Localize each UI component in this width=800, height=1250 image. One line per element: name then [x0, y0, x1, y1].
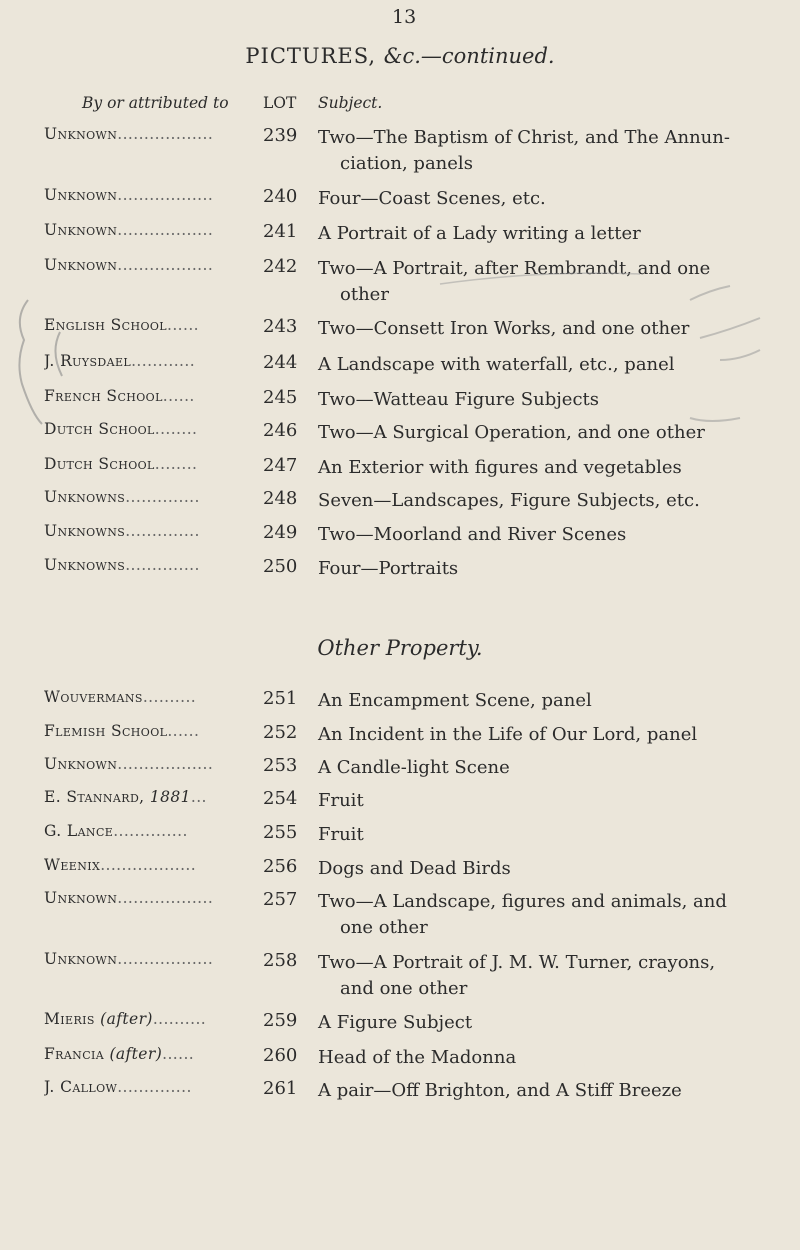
leader-dots: ........ — [154, 420, 198, 438]
subject-text — [318, 221, 788, 247]
section-title-other-property: Other Property. — [317, 636, 483, 660]
artist-name: Unknown — [44, 221, 118, 239]
subject-line: A Candle-light Scene — [318, 757, 510, 778]
subject-text — [318, 316, 788, 342]
lot-entry — [0, 722, 800, 756]
subject-text — [318, 556, 788, 582]
subject-text — [318, 387, 788, 413]
lot-number: 249 — [263, 522, 298, 543]
subject-continuation: ciation, panels — [340, 153, 473, 174]
leader-dots: ...... — [167, 722, 200, 740]
subject-text — [318, 256, 788, 308]
subject-text — [318, 688, 788, 714]
artist-name: Unknowns — [44, 556, 126, 574]
lot-number: 258 — [263, 950, 298, 971]
artist-name: Weenix — [44, 856, 101, 874]
artist-name: J. Ruysdael — [44, 352, 132, 370]
subject-line: An Exterior with figures and vegetables — [318, 457, 682, 478]
subject-text — [318, 186, 788, 212]
lot-entry — [0, 387, 800, 421]
subject-line: Seven—Landscapes, Figure Subjects, etc. — [318, 490, 700, 511]
leader-dots: ............ — [131, 352, 196, 370]
subject-continuation: and one other — [340, 978, 468, 999]
lot-entry — [0, 1045, 800, 1079]
leader-dots: ...... — [167, 316, 199, 334]
artist-name: Dutch School — [44, 420, 155, 438]
lot-number: 241 — [263, 221, 298, 242]
lot-number: 242 — [263, 256, 298, 277]
attribution — [44, 352, 294, 370]
lot-number: 253 — [263, 755, 298, 776]
leader-dots: .................. — [100, 856, 197, 874]
artist-name: Mieris — [44, 1010, 95, 1028]
attribution — [44, 822, 294, 840]
artist-name: English School — [44, 316, 168, 334]
heading-main: PICTURES, — [245, 44, 377, 68]
lot-entry — [0, 455, 800, 489]
subject-line: Dogs and Dead Birds — [318, 858, 511, 879]
column-header-attribution: By or attributed to — [82, 94, 229, 112]
artist-note: 1881 — [149, 788, 191, 806]
subject-text — [318, 1078, 788, 1104]
subject-text — [318, 889, 788, 941]
subject-text — [318, 755, 788, 781]
lot-number: 244 — [263, 352, 298, 373]
attribution — [44, 1010, 294, 1028]
subject-text — [318, 420, 788, 446]
subject-line: A pair—Off Brighton, and A Stiff Breeze — [318, 1080, 682, 1101]
attribution — [44, 688, 294, 706]
lot-number: 256 — [263, 856, 298, 877]
artist-name: French School — [44, 387, 163, 405]
lot-entry — [0, 755, 800, 789]
artist-name: G. Lance — [44, 822, 114, 840]
subject-line: Fruit — [318, 824, 364, 845]
lot-number: 252 — [263, 722, 298, 743]
attribution — [44, 455, 294, 473]
lot-entry — [0, 352, 800, 386]
subject-line: Two—Watteau Figure Subjects — [318, 389, 600, 410]
attribution — [44, 950, 294, 968]
artist-name: Flemish School — [44, 722, 168, 740]
subject-text — [318, 125, 788, 177]
artist-name: Unknown — [44, 186, 118, 204]
lot-number: 248 — [263, 488, 298, 509]
lot-entry — [0, 889, 800, 938]
subject-text — [318, 822, 788, 848]
artist-name: Unknown — [44, 125, 118, 143]
subject-text — [318, 788, 788, 814]
leader-dots: .................. — [117, 889, 214, 907]
lot-entry — [0, 186, 800, 220]
leader-dots: .................. — [117, 186, 214, 204]
attribution — [44, 125, 294, 143]
subject-line: A Portrait of a Lady writing a letter — [318, 223, 641, 244]
leader-dots: .............. — [113, 822, 188, 840]
attribution — [44, 1078, 294, 1096]
attribution — [44, 488, 294, 506]
subject-text — [318, 455, 788, 481]
lot-entry — [0, 316, 800, 350]
attribution — [44, 722, 294, 740]
artist-note: (after) — [109, 1045, 163, 1063]
lot-number: 259 — [263, 1010, 298, 1031]
attribution — [44, 420, 294, 438]
subject-text — [318, 522, 788, 548]
lot-entry — [0, 256, 800, 305]
heading-suffix: &c.—continued. — [383, 44, 555, 68]
lot-number: 251 — [263, 688, 298, 709]
leader-dots: .............. — [125, 488, 200, 506]
catalogue-heading — [0, 44, 800, 68]
lot-number: 246 — [263, 420, 298, 441]
lot-entry — [0, 221, 800, 255]
subject-line: A Landscape with waterfall, etc., panel — [318, 354, 675, 375]
subject-line: A Figure Subject — [318, 1012, 473, 1033]
attribution — [44, 788, 294, 806]
lot-number: 260 — [263, 1045, 298, 1066]
attribution — [44, 221, 294, 239]
lot-entry — [0, 488, 800, 522]
leader-dots: ...... — [162, 387, 195, 405]
lot-entry — [0, 1010, 800, 1044]
leader-dots: .............. — [125, 522, 200, 540]
attribution — [44, 856, 294, 874]
artist-name: Unknown — [44, 889, 118, 907]
subject-text — [318, 352, 788, 378]
leader-dots: ... — [190, 788, 207, 806]
subject-line: Four—Coast Scenes, etc. — [318, 188, 546, 209]
leader-dots: .............. — [125, 556, 200, 574]
page-number: 13 — [392, 6, 417, 28]
attribution — [44, 556, 294, 574]
leader-dots: .................. — [117, 950, 214, 968]
lot-number: 257 — [263, 889, 298, 910]
subject-continuation: other — [340, 284, 389, 305]
attribution — [44, 256, 294, 274]
lot-entry — [0, 856, 800, 890]
leader-dots: .......... — [142, 688, 197, 706]
attribution — [44, 316, 294, 334]
lot-entry — [0, 950, 800, 999]
artist-name: Dutch School — [44, 455, 155, 473]
lot-number: 240 — [263, 186, 298, 207]
lot-entry — [0, 688, 800, 722]
attribution — [44, 522, 294, 540]
subject-line: Two—A Portrait of J. M. W. Turner, crayons, — [318, 952, 716, 973]
artist-name: Francia — [44, 1045, 105, 1063]
lot-entry — [0, 420, 800, 454]
subject-line: Two—The Baptism of Christ, and The Annun- — [318, 127, 730, 148]
subject-line: Fruit — [318, 790, 364, 811]
lot-entry — [0, 822, 800, 856]
lot-entry — [0, 522, 800, 556]
artist-name: Unknown — [44, 755, 118, 773]
lot-entry — [0, 556, 800, 590]
leader-dots: ........ — [154, 455, 198, 473]
lot-number: 261 — [263, 1078, 298, 1099]
attribution — [44, 186, 294, 204]
artist-name: J. Callow — [44, 1078, 118, 1096]
attribution — [44, 387, 294, 405]
leader-dots: .................. — [117, 221, 214, 239]
lot-number: 250 — [263, 556, 298, 577]
subject-continuation: one other — [340, 917, 428, 938]
leader-dots: .................. — [117, 256, 214, 274]
subject-line: Two—Consett Iron Works, and one other — [318, 318, 690, 339]
lot-number: 247 — [263, 455, 298, 476]
lot-entry — [0, 125, 800, 174]
artist-name: E. Stannard, — [44, 788, 145, 806]
artist-name: Unknowns — [44, 488, 126, 506]
subject-text — [318, 950, 788, 1002]
lot-number: 255 — [263, 822, 298, 843]
leader-dots: .................. — [117, 755, 214, 773]
subject-line: An Encampment Scene, panel — [318, 690, 592, 711]
artist-name: Unknowns — [44, 522, 126, 540]
lot-number: 239 — [263, 125, 298, 146]
artist-name: Unknown — [44, 950, 118, 968]
lot-number: 254 — [263, 788, 298, 809]
subject-line: An Incident in the Life of Our Lord, panel — [318, 724, 698, 745]
leader-dots: ...... — [162, 1045, 195, 1063]
lot-number: 243 — [263, 316, 298, 337]
subject-text — [318, 856, 788, 882]
leader-dots: .......... — [152, 1010, 207, 1028]
artist-name: Wouvermans — [44, 688, 143, 706]
subject-line: Two—Moorland and River Scenes — [318, 524, 627, 545]
subject-text — [318, 1045, 788, 1071]
subject-line: Two—A Surgical Operation, and one other — [318, 422, 705, 443]
artist-name: Unknown — [44, 256, 118, 274]
attribution — [44, 755, 294, 773]
subject-line: Head of the Madonna — [318, 1047, 517, 1068]
subject-line: Four—Portraits — [318, 558, 459, 579]
subject-line: Two—A Portrait, after Rembrandt, and one — [318, 258, 711, 279]
attribution — [44, 889, 294, 907]
column-header-lot: LOT — [263, 94, 297, 112]
lot-entry — [0, 788, 800, 822]
subject-line: Two—A Landscape, figures and animals, and — [318, 891, 727, 912]
subject-text — [318, 1010, 788, 1036]
artist-note: (after) — [100, 1010, 153, 1028]
leader-dots: .................. — [117, 125, 214, 143]
column-header-subject: Subject. — [318, 94, 383, 112]
attribution — [44, 1045, 294, 1063]
subject-text — [318, 722, 788, 748]
subject-text — [318, 488, 788, 514]
lot-number: 245 — [263, 387, 298, 408]
leader-dots: .............. — [117, 1078, 192, 1096]
lot-entry — [0, 1078, 800, 1112]
